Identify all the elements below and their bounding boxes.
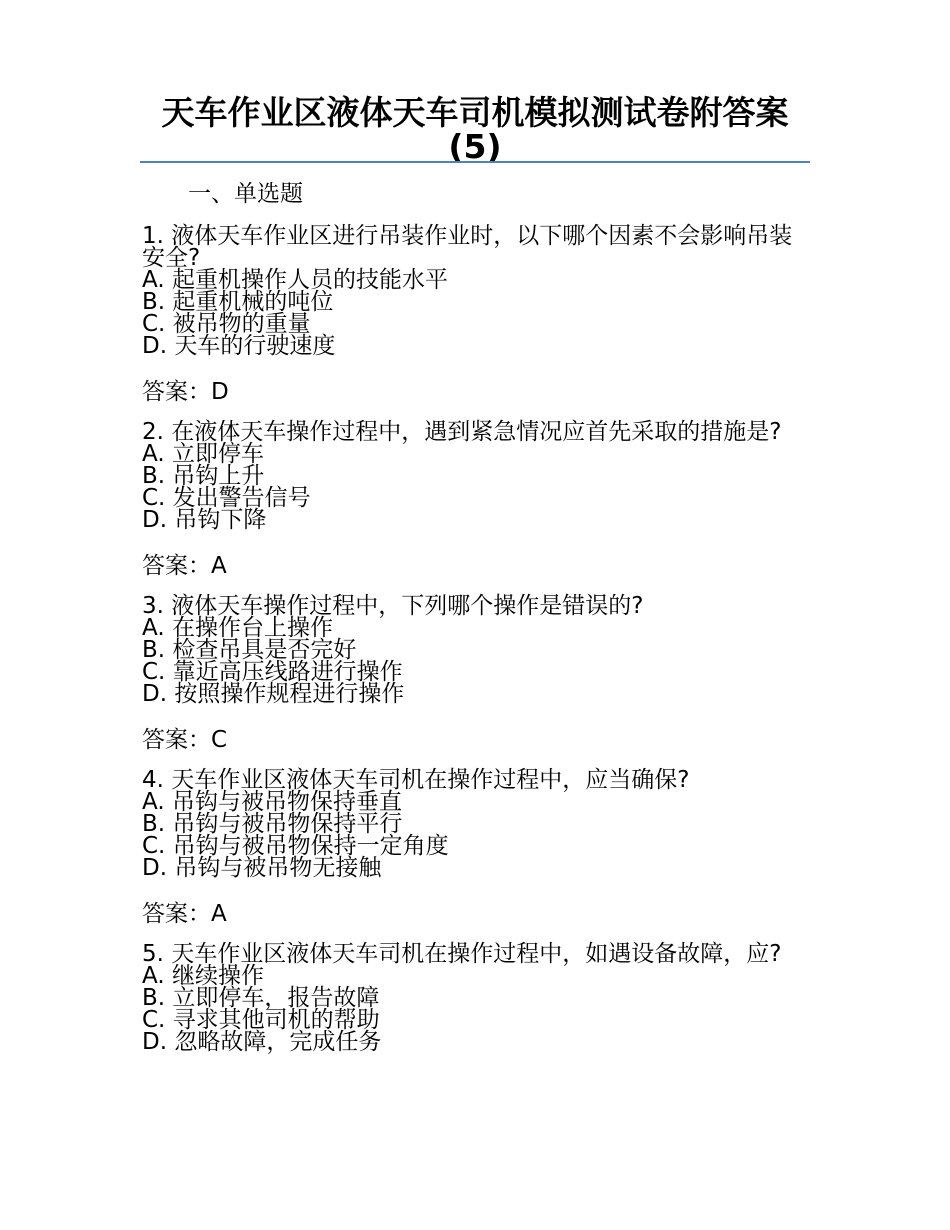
question-stem: 4. 天车作业区液体天车司机在操作过程中，应当确保? [142, 767, 690, 793]
section-heading: 一、单选题 [188, 181, 303, 207]
question-option: C. 吊钩与被吊物保持一定角度 [142, 833, 449, 859]
question-option: A. 吊钩与被吊物保持垂直 [142, 789, 402, 815]
question-option: D. 天车的行驶速度 [142, 333, 336, 359]
question-item [142, 225, 802, 407]
question-item [142, 943, 802, 1053]
question-option: A. 立即停车 [142, 441, 264, 467]
question-answer: 答案：A [142, 901, 227, 927]
question-option: B. 检查吊具是否完好 [142, 637, 357, 663]
question-item [142, 421, 802, 581]
question-item [142, 769, 802, 929]
question-option: C. 靠近高压线路进行操作 [142, 659, 403, 685]
question-option: A. 在操作台上操作 [142, 615, 333, 641]
question-answer: 答案：C [142, 727, 228, 753]
question-option: A. 继续操作 [142, 963, 264, 989]
question-option: A. 起重机操作人员的技能水平 [142, 267, 448, 293]
question-option: C. 被吊物的重量 [142, 311, 311, 337]
document-title: 天车作业区液体天车司机模拟测试卷附答案(5) [161, 93, 789, 166]
question-list [142, 225, 802, 1053]
question-option: D. 吊钩下降 [142, 507, 267, 533]
question-option: B. 起重机械的吨位 [142, 289, 334, 315]
question-stem: 2. 在液体天车操作过程中，遇到紧急情况应首先采取的措施是? [142, 419, 782, 445]
question-stem: 1. 液体天车作业区进行吊装作业时，以下哪个因素不会影响吊装安全? [142, 223, 793, 271]
question-option: C. 寻求其他司机的帮助 [142, 1007, 380, 1033]
question-option: D. 按照操作规程进行操作 [142, 681, 405, 707]
question-option: D. 吊钩与被吊物无接触 [142, 855, 382, 881]
question-option: B. 吊钩与被吊物保持平行 [142, 811, 403, 837]
question-option: D. 忽略故障，完成任务 [142, 1029, 382, 1055]
question-stem: 3. 液体天车操作过程中，下列哪个操作是错误的? [142, 593, 644, 619]
question-answer: 答案：D [142, 379, 229, 405]
question-stem: 5. 天车作业区液体天车司机在操作过程中，如遇设备故障，应? [142, 941, 782, 967]
question-option: B. 吊钩上升 [142, 463, 265, 489]
question-option: C. 发出警告信号 [142, 485, 311, 511]
question-item [142, 595, 802, 755]
title-underline [140, 161, 810, 163]
question-option: B. 立即停车，报告故障 [142, 985, 380, 1011]
question-answer: 答案：A [142, 553, 227, 579]
